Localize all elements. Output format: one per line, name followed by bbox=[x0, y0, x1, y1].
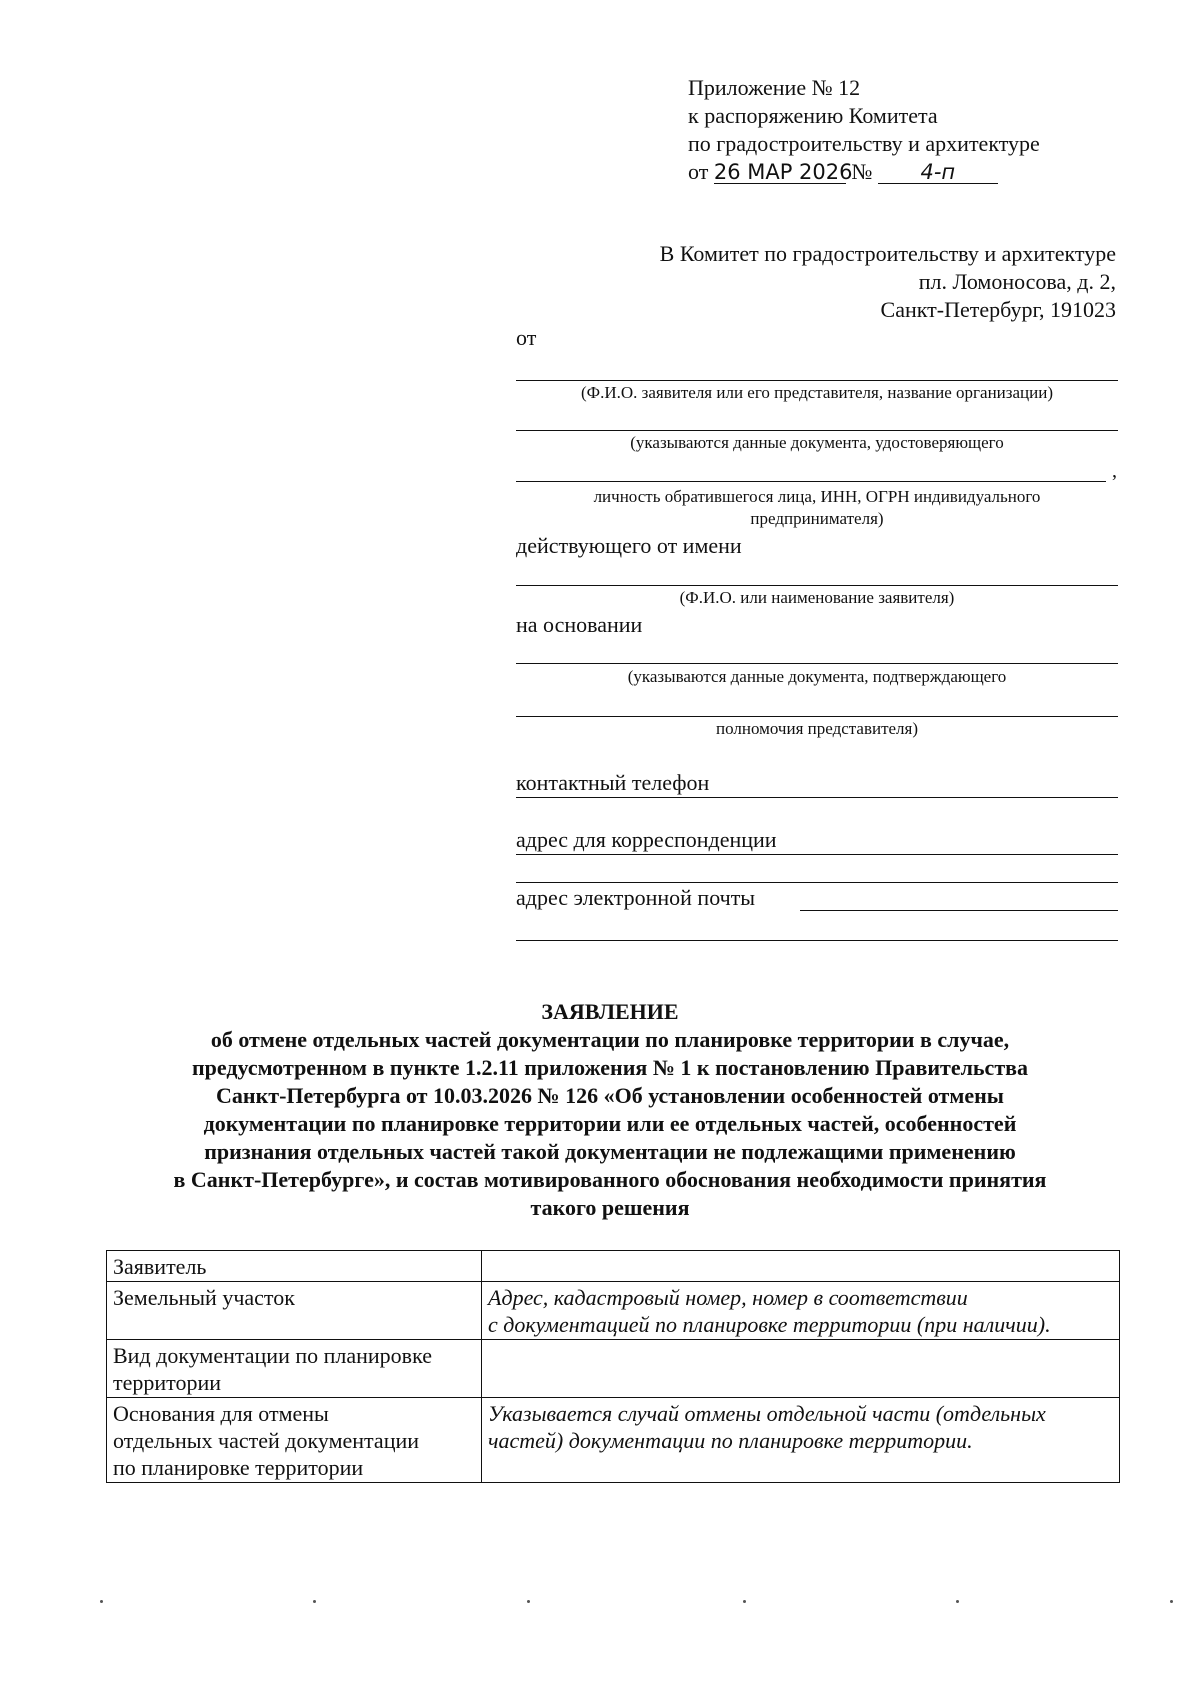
row-value[interactable] bbox=[482, 1251, 1120, 1282]
scan-dot bbox=[1170, 1600, 1173, 1603]
statement-line: признания отдельных частей такой документации не подлежащими применению bbox=[204, 1139, 1016, 1164]
basis-line[interactable] bbox=[516, 663, 1118, 664]
row-value-line: частей) документации по планировке территории. bbox=[488, 1428, 973, 1453]
appendix-block bbox=[688, 74, 1040, 186]
appendix-date-line bbox=[688, 158, 1040, 186]
number-sign: № bbox=[851, 159, 873, 184]
application-table bbox=[106, 1250, 1120, 1483]
scan-dot bbox=[527, 1600, 530, 1603]
row-label-line: по планировке территории bbox=[113, 1455, 364, 1480]
basis-caption-2: полномочия представителя) bbox=[715, 719, 919, 738]
scan-dot bbox=[313, 1600, 316, 1603]
scan-dot bbox=[743, 1600, 746, 1603]
date-value: 26 МАР 2026 bbox=[713, 160, 853, 184]
from-label: от bbox=[516, 325, 537, 350]
statement-line: предусмотренном в пункте 1.2.11 приложения № 1 к постановлению Правительства bbox=[191, 1055, 1029, 1080]
addressee-block bbox=[660, 240, 1116, 324]
basis-label: на основании bbox=[516, 612, 643, 637]
email-line[interactable] bbox=[800, 910, 1118, 911]
row-value-line: с документацией по планировке территории (при наличии). bbox=[488, 1312, 1051, 1337]
row-label: Заявитель bbox=[107, 1251, 482, 1282]
row-label bbox=[107, 1340, 482, 1398]
scan-dot bbox=[956, 1600, 959, 1603]
phone-label: контактный телефон bbox=[516, 770, 710, 795]
statement-line: документации по планировке территории или ее отдельных частей, особенностей bbox=[203, 1111, 1017, 1136]
row-value[interactable] bbox=[482, 1282, 1120, 1340]
identity-doc-caption-2: личность обратившегося лица, ИНН, ОГРН индивидуального bbox=[593, 487, 1041, 506]
acting-line[interactable] bbox=[516, 585, 1118, 586]
row-value[interactable] bbox=[482, 1340, 1120, 1398]
acting-caption: (Ф.И.О. или наименование заявителя) bbox=[679, 588, 955, 607]
table-row bbox=[107, 1398, 1120, 1483]
statement-line: Санкт-Петербурга от 10.03.2026 № 126 «Об установлении особенностей отмены bbox=[216, 1083, 1004, 1108]
identity-doc-caption: (указываются данные документа, удостоверяющего bbox=[630, 433, 1004, 452]
appendix-line: по градостроительству и архитектуре bbox=[688, 131, 1040, 156]
address-line[interactable] bbox=[516, 854, 1118, 855]
identity-doc-caption-3: предпринимателя) bbox=[750, 509, 884, 528]
table-row bbox=[107, 1340, 1120, 1398]
appendix-line: к распоряжению Комитета bbox=[688, 103, 938, 128]
email-line-2[interactable] bbox=[516, 940, 1118, 941]
phone-line[interactable] bbox=[516, 797, 1118, 798]
addressee-line: В Комитет по градостроительству и архитектуре bbox=[659, 241, 1116, 266]
acting-label: действующего от имени bbox=[516, 533, 742, 558]
row-label-line: Основания для отмены bbox=[113, 1401, 329, 1426]
row-value[interactable] bbox=[482, 1398, 1120, 1483]
statement-line: об отмене отдельных частей документации по планировке территории в случае, bbox=[210, 1027, 1010, 1052]
row-label-line: Вид документации по планировке bbox=[113, 1343, 432, 1368]
date-prefix: от bbox=[688, 159, 709, 184]
applicant-caption: (Ф.И.О. заявителя или его представителя, название организации) bbox=[581, 383, 1053, 402]
row-label-line: территории bbox=[113, 1370, 222, 1395]
email-label: адрес электронной почты bbox=[516, 885, 756, 910]
table-row bbox=[107, 1251, 1120, 1282]
appendix-title: Приложение № 12 bbox=[688, 75, 861, 100]
statement-line: такого решения bbox=[530, 1195, 690, 1220]
row-label: Земельный участок bbox=[107, 1282, 482, 1340]
address-label: адрес для корреспонденции bbox=[516, 827, 777, 852]
identity-doc-line[interactable] bbox=[516, 430, 1118, 431]
scan-dot bbox=[100, 1600, 103, 1603]
applicant-line[interactable] bbox=[516, 380, 1118, 381]
addressee-line: пл. Ломоносова, д. 2, bbox=[918, 269, 1116, 294]
number-value: 4-п bbox=[878, 161, 998, 184]
row-label bbox=[107, 1398, 482, 1483]
row-value-line: Адрес, кадастровый номер, номер в соответствии bbox=[488, 1285, 968, 1310]
basis-caption: (указываются данные документа, подтверждающего bbox=[627, 667, 1007, 686]
identity-doc-line-2[interactable] bbox=[516, 481, 1106, 482]
row-label-line: отдельных частей документации bbox=[113, 1428, 420, 1453]
table-row bbox=[107, 1282, 1120, 1340]
basis-line-2[interactable] bbox=[516, 716, 1118, 717]
comma: , bbox=[1112, 460, 1117, 482]
row-value-line: Указывается случай отмены отдельной части (отдельных bbox=[488, 1401, 1046, 1426]
addressee-line: Санкт-Петербург, 191023 bbox=[880, 297, 1116, 322]
statement-line: в Санкт-Петербурге», и состав мотивированного обоснования необходимости принятия bbox=[173, 1167, 1047, 1192]
address-line-2[interactable] bbox=[516, 882, 1118, 883]
statement-heading: ЗАЯВЛЕНИЕ bbox=[541, 999, 679, 1024]
